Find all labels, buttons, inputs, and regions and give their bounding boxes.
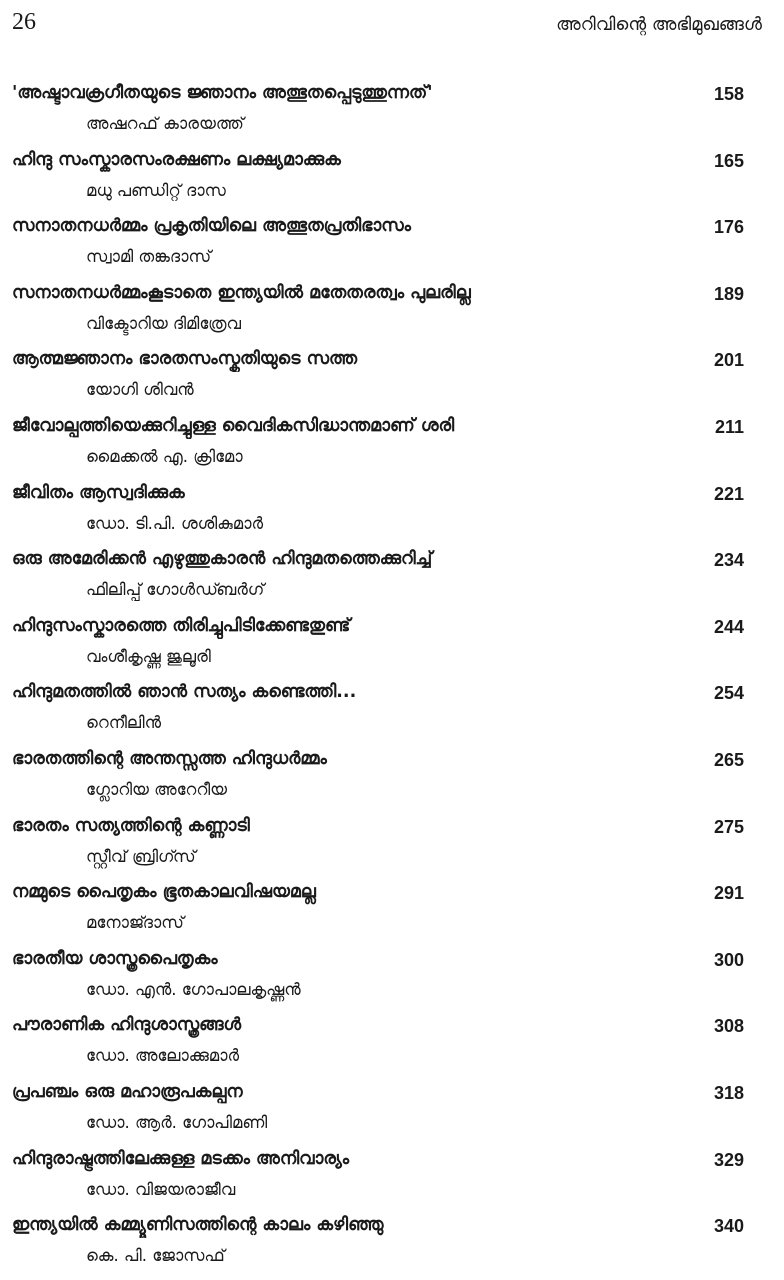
entry-page-number: 158 bbox=[713, 84, 744, 104]
entry-title: ഹിന്ദു സംസ്കാരസംരക്ഷണം ലക്ഷ്യമാക്കുക bbox=[12, 149, 341, 170]
entry-author: ഡോ. ടി.പി. ശശികുമാർ bbox=[86, 513, 264, 533]
entry-page-number: 221 bbox=[713, 483, 744, 504]
entry-page-number: 254 bbox=[713, 683, 744, 704]
entry-page-number: 308 bbox=[713, 1016, 744, 1037]
entry-title: സനാതനധർമ്മം പ്രകൃതിയിലെ അത്ഭുതപ്രതിഭാസം bbox=[12, 216, 412, 237]
toc-entry bbox=[0, 276, 784, 343]
entry-title: ഹിന്ദുമതത്തിൽ ഞാൻ സത്യം കണ്ടെത്തി... bbox=[12, 682, 357, 703]
entry-title: 'അഷ്ടാവക്രഗീതയുടെ ജ്ഞാനം അത്ഭുതപ്പെടുത്തുന്നത്' bbox=[12, 83, 433, 103]
entry-page-number: 318 bbox=[713, 1082, 744, 1103]
entry-title: ഭാരതം സത്യത്തിന്റെ കണ്ണാടി bbox=[12, 815, 250, 836]
entry-page-number: 165 bbox=[713, 150, 744, 171]
entry-author: സ്വാമി തങ്കദാസ് bbox=[86, 247, 212, 267]
toc-entry bbox=[0, 742, 784, 809]
entry-page-number: 275 bbox=[713, 816, 744, 837]
entry-author: സ്റ്റീവ് ബ്രിഗ്സ് bbox=[86, 846, 196, 866]
toc-entry bbox=[0, 1075, 784, 1142]
entry-author: ഡോ. അലോക്കുമാർ bbox=[86, 1046, 240, 1066]
entry-author: യോഗി ശിവൻ bbox=[86, 380, 194, 400]
entry-page-number: 176 bbox=[713, 217, 744, 238]
entry-author: മനോജ്ദാസ് bbox=[86, 913, 184, 933]
entry-author: ഡോ. വിജയരാജീവ bbox=[86, 1179, 236, 1199]
entry-author: ഫിലിപ്പ് ഗോൾഡ്ബർഗ് bbox=[86, 580, 265, 600]
entry-title: ജീവിതം ആസ്വദിക്കുക bbox=[12, 482, 185, 503]
entry-title: ഹിന്ദുസംസ്കാരത്തെ തിരിച്ചുപിടിക്കേണ്ടതുണ്ട് bbox=[12, 615, 351, 636]
entry-page-number: 291 bbox=[713, 883, 744, 904]
entry-page-number: 189 bbox=[713, 283, 744, 304]
toc-entry bbox=[0, 675, 784, 742]
toc-entry bbox=[0, 542, 784, 609]
entry-title: പ്രപഞ്ചം ഒരു മഹാരൂപകല്പന bbox=[12, 1081, 243, 1102]
entry-author: കെ. പി. ജോസഫ് bbox=[86, 1246, 225, 1266]
page-number: 26 bbox=[12, 9, 36, 35]
toc-entry bbox=[0, 875, 784, 942]
toc-entry bbox=[0, 609, 784, 676]
entry-title: ഇന്ത്യയിൽ കമ്മ്യൂണിസത്തിന്റെ കാലം കഴിഞ്ഞു bbox=[12, 1215, 384, 1236]
entry-page-number: 340 bbox=[713, 1216, 744, 1237]
entry-page-number: 244 bbox=[713, 616, 744, 637]
table-of-contents bbox=[0, 76, 784, 1275]
toc-entry bbox=[0, 809, 784, 876]
entry-title: ആത്മജ്ഞാനം ഭാരതസംസ്കൃതിയുടെ സത്ത bbox=[12, 349, 358, 370]
entry-title: പൗരാണിക ഹിന്ദുശാസ്ത്രങ്ങൾ bbox=[12, 1015, 242, 1036]
entry-page-number: 265 bbox=[713, 749, 744, 770]
entry-author: റെനീലിൻ bbox=[86, 713, 162, 733]
toc-entry bbox=[0, 143, 784, 210]
toc-entry bbox=[0, 1208, 784, 1275]
entry-title: ജീവോല്പത്തിയെക്കുറിച്ചുള്ള വൈദികസിദ്ധാന്തമാണ് ശരി bbox=[12, 415, 455, 436]
entry-title: ഒരു അമേരിക്കൻ എഴുത്തുകാരൻ ഹിന്ദുമതത്തെക്കുറിച്ച് bbox=[12, 549, 433, 570]
entry-page-number: 201 bbox=[713, 350, 744, 371]
entry-author: അഷറഫ് കാരയത്ത് bbox=[86, 114, 244, 133]
entry-title: ഭാരതത്തിന്റെ അന്തസ്സത്ത ഹിന്ദുധർമ്മം bbox=[12, 748, 327, 769]
entry-author: ഡോ. ആർ. ഗോപിമണി bbox=[86, 1112, 268, 1132]
entry-title: ഭാരതീയ ശാസ്ത്രപൈതൃകം bbox=[12, 948, 218, 969]
entry-author: വിക്ടോറിയ ദിമിത്രേവ bbox=[86, 313, 241, 333]
toc-entry bbox=[0, 942, 784, 1009]
entry-author: വംശീകൃഷ്ണ ജുലൂരി bbox=[86, 646, 211, 666]
entry-title: ഹിന്ദുരാഷ്ട്രത്തിലേക്കുള്ള മടക്കം അനിവാര്യം bbox=[12, 1148, 350, 1169]
entry-page-number: 300 bbox=[713, 949, 744, 970]
entry-author: ഗ്ലോറിയ അറേറീയ bbox=[86, 779, 228, 799]
entry-title: നമ്മുടെ പൈതൃകം ഭൂതകാലവിഷയമല്ല bbox=[12, 882, 316, 903]
toc-entry bbox=[0, 76, 784, 143]
entry-author: മധു പണ്ഡിറ്റ് ദാസ bbox=[86, 180, 226, 200]
toc-entry bbox=[0, 476, 784, 543]
toc-entry bbox=[0, 409, 784, 476]
entry-author: ഡോ. എൻ. ഗോപാലകൃഷ്ണൻ bbox=[86, 979, 301, 999]
entry-title: സനാതനധർമ്മംകൂടാതെ ഇന്ത്യയിൽ മതേതരത്വം പുലരില്ല bbox=[12, 282, 471, 303]
toc-entry bbox=[0, 342, 784, 409]
toc-entry bbox=[0, 1008, 784, 1075]
entry-page-number: 329 bbox=[713, 1149, 744, 1170]
entry-page-number: 234 bbox=[713, 550, 744, 571]
entry-author: മൈക്കൽ എ. ക്രിമോ bbox=[86, 446, 243, 466]
toc-entry bbox=[0, 209, 784, 276]
running-title: അറിവിന്റെ അഭിമുഖങ്ങൾ bbox=[556, 14, 762, 35]
entry-page-number: 211 bbox=[714, 416, 744, 437]
toc-entry bbox=[0, 1142, 784, 1209]
